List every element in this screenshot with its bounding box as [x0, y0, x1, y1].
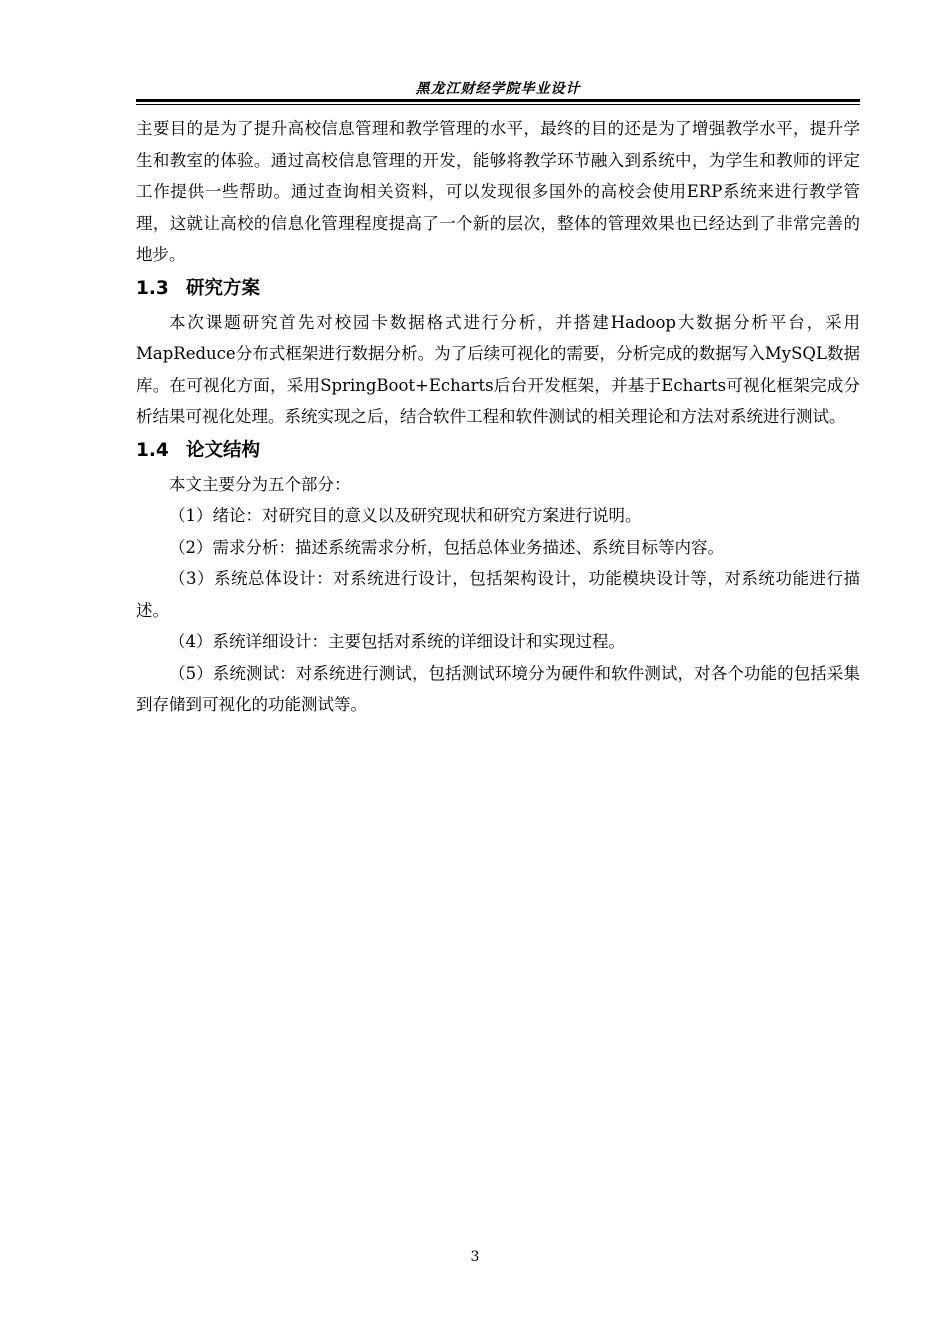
- section-number: 1.4: [136, 439, 169, 461]
- intro-paragraph: 主要目的是为了提升高校信息管理和教学管理的水平，最终的目的还是为了增强教学水平，提升学生和教室的体验。通过高校信息管理的开发，能够将教学环节融入到系统中，为学生和教师的评定工作提供一些帮助。通过查询相关资料，可以发现很多国外的高校会使用ERP系统来进行教学管理，这就让高校的信息化管理程度提高了一个新的层次，整体的管理效果也已经达到了非常完善的地步。: [136, 119, 860, 264]
- section-title: 论文结构: [186, 439, 261, 461]
- section-title: 研究方案: [186, 277, 261, 299]
- section-number: 1.3: [136, 277, 169, 299]
- structure-item-4: （4）系统详细设计：主要包括对系统的详细设计和实现过程。: [169, 632, 625, 651]
- section-heading-1-3: [136, 271, 860, 307]
- header-rule-thin: [136, 104, 860, 105]
- page-header-title: 黑龙江财经学院毕业设计: [415, 81, 581, 97]
- structure-lead-paragraph: 本文主要分为五个部分：: [169, 474, 351, 494]
- page-number: 3: [470, 1249, 480, 1265]
- section-heading-1-4: [136, 433, 860, 469]
- research-plan-paragraph: 本次课题研究首先对校园卡数据格式进行分析，并搭建Hadoop大数据分析平台，采用MapReduce分布式框架进行数据分析。为了后续可视化的需要，分析完成的数据写入MySQL数据库。在可视化方面，采用SpringBoot+Echarts后台开发框架，并基于Echarts可视化框架完成分析结果可视化处理。系统实现之后，结合软件工程和软件测试的相关理论和方法对系统进行测试。: [136, 312, 860, 426]
- structure-item-1: （1）绪论：对研究目的意义以及研究现状和研究方案进行说明。: [169, 506, 642, 525]
- header-rule-thick: [136, 99, 860, 102]
- structure-item-3: （3）系统总体设计：对系统进行设计，包括架构设计，功能模块设计等，对系统功能进行描述。: [136, 569, 860, 620]
- structure-item-2: （2）需求分析：描述系统需求分析，包括总体业务描述、系统目标等内容。: [169, 537, 724, 557]
- structure-item-5: （5）系统测试：对系统进行测试，包括测试环境分为硬件和软件测试，对各个功能的包括采集到存储到可视化的功能测试等。: [136, 663, 860, 714]
- page-content: [136, 113, 860, 721]
